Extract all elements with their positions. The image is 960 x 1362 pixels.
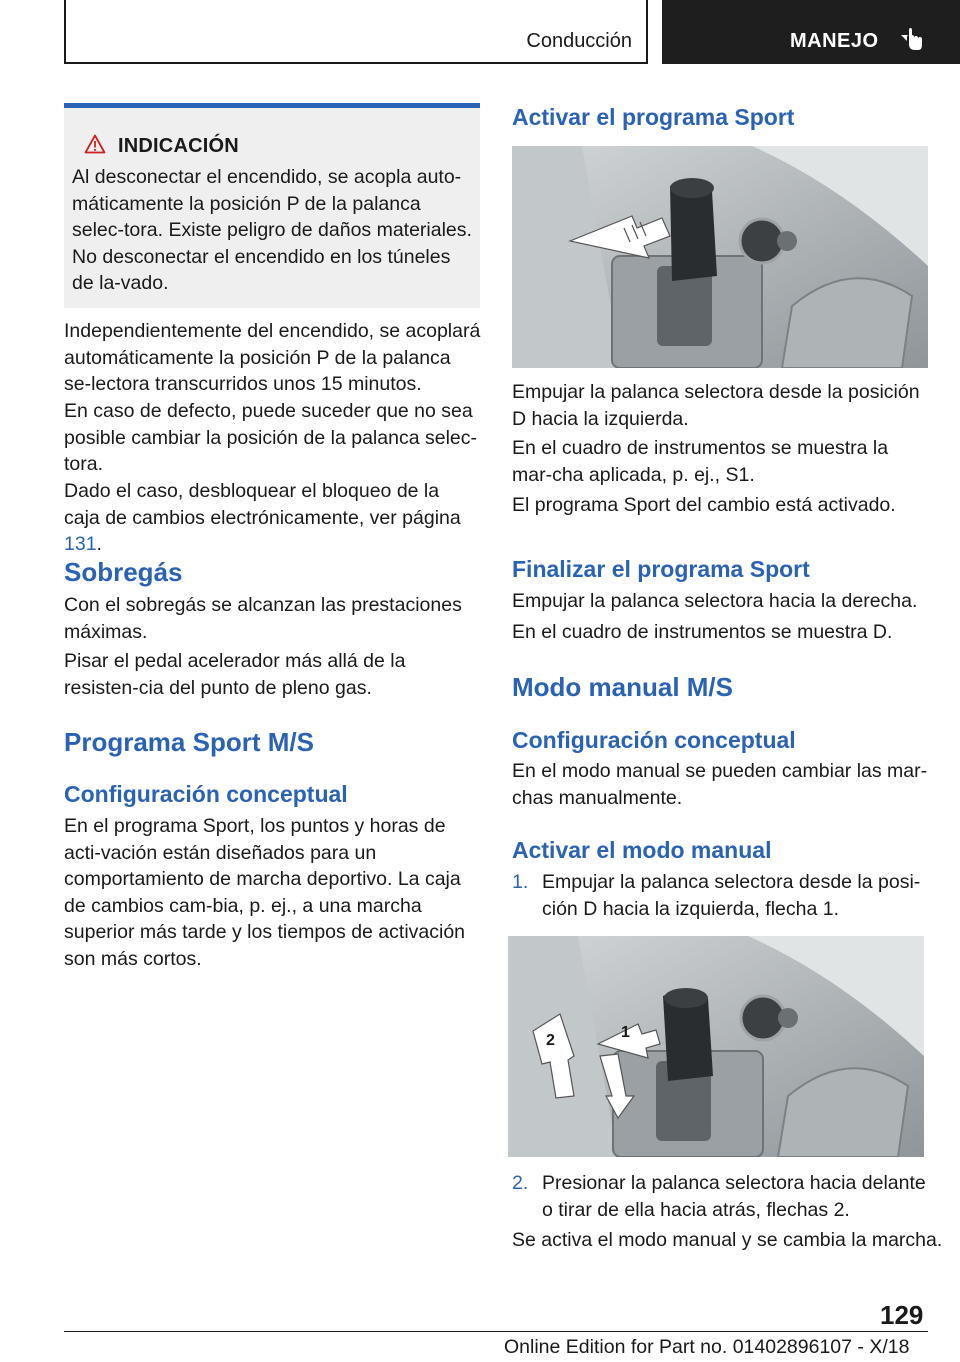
paragraph-configuracion-manual: En el modo manual se pueden cambiar las mar-chas manualmente.	[512, 760, 928, 809]
figure-selector-lever-sport	[512, 146, 928, 368]
chapter-tab-label: MANEJO	[790, 30, 879, 52]
paragraph-configuracion: En el programa Sport, los puntos y horas de acti-vación están diseñados para un comportamiento de marcha deportivo. La caja de cambios cam-bia, p. ej., a una marcha superior más tarde y los tiempos de activación son más cortos.	[64, 815, 466, 970]
heading-sobregas: Sobregás	[64, 557, 183, 587]
step-2-text: Presionar la palanca selectora hacia delante o tirar de ella hacia atrás, flechas 2.	[542, 1172, 926, 1221]
step-1-text: Empujar la palanca selectora desde la posi-ción D hacia la izquierda, flecha 1.	[542, 871, 921, 920]
heading-programa-sport: Programa Sport M/S	[64, 727, 314, 757]
paragraph-activar-sport-3: El programa Sport del cambio está activado.	[512, 494, 896, 516]
header-section-box	[64, 0, 648, 64]
heading-activar-manual: Activar el modo manual	[512, 837, 772, 863]
paragraph-finalizar-2: En el cuadro de instrumentos se muestra D.	[512, 621, 893, 643]
warning-title: INDICACIÓN	[118, 135, 239, 157]
pointing-hand-icon	[898, 26, 924, 57]
paragraph-sobregas-2: Pisar el pedal acelerador más allá de la resisten-cia del punto de pleno gas.	[64, 650, 406, 699]
footer-edition-text: Online Edition for Part no. 01402896107 - X/18	[504, 1336, 910, 1358]
warning-text: Al desconectar el encendido, se acopla auto-máticamente la posición P de la palanca selec-tora. Existe peligro de daños materiales. No desconectar el encendido en los túneles de la-vado.	[72, 166, 472, 294]
page-number: 129	[880, 1300, 924, 1330]
paragraph-unlock	[64, 478, 480, 558]
heading-finalizar-sport: Finalizar el programa Sport	[512, 556, 810, 582]
paragraph-manual-result: Se activa el modo manual y se cambia la marcha.	[512, 1229, 943, 1251]
heading-activar-sport: Activar el programa Sport	[512, 104, 795, 130]
paragraph-unlock-end: .	[96, 533, 102, 555]
step-2-number: 2.	[512, 1172, 529, 1194]
heading-configuracion: Configuración conceptual	[64, 781, 348, 807]
paragraph-defect: En caso de defecto, puede suceder que no sea posible cambiar la posición de la palanca selec-tora.	[64, 400, 477, 475]
footer-divider	[64, 1331, 928, 1332]
figure-arrow-label-1: 1	[621, 1024, 630, 1041]
paragraph-unlock-text: Dado el caso, desbloquear el bloqueo de la caja de cambios electrónicamente, ver página	[64, 480, 461, 529]
chapter-tab[interactable]	[662, 0, 960, 64]
page-reference-link[interactable]: 131	[64, 533, 97, 555]
paragraph-activar-sport-2: En el cuadro de instrumentos se muestra la mar-cha aplicada, p. ej., S1.	[512, 437, 889, 486]
heading-configuracion-manual: Configuración conceptual	[512, 727, 796, 753]
paragraph-activar-sport-1: Empujar la palanca selectora desde la posición D hacia la izquierda.	[512, 381, 920, 430]
figure-arrow-label-2: 2	[546, 1032, 555, 1049]
warning-triangle-icon	[84, 134, 106, 159]
step-1-number: 1.	[512, 871, 529, 893]
heading-modo-manual: Modo manual M/S	[512, 672, 733, 702]
section-title: Conducción	[526, 30, 632, 52]
warning-box	[64, 103, 480, 308]
paragraph-finalizar-1: Empujar la palanca selectora hacia la derecha.	[512, 590, 918, 612]
paragraph-sobregas-1: Con el sobregás se alcanzan las prestaciones máximas.	[64, 594, 462, 643]
figure-selector-lever-manual	[508, 936, 924, 1157]
paragraph-auto-park: Independientemente del encendido, se acoplará automáticamente la posición P de la palanca se-lectora transcurridos unos 15 minutos.	[64, 320, 481, 395]
warning-header	[84, 134, 239, 159]
